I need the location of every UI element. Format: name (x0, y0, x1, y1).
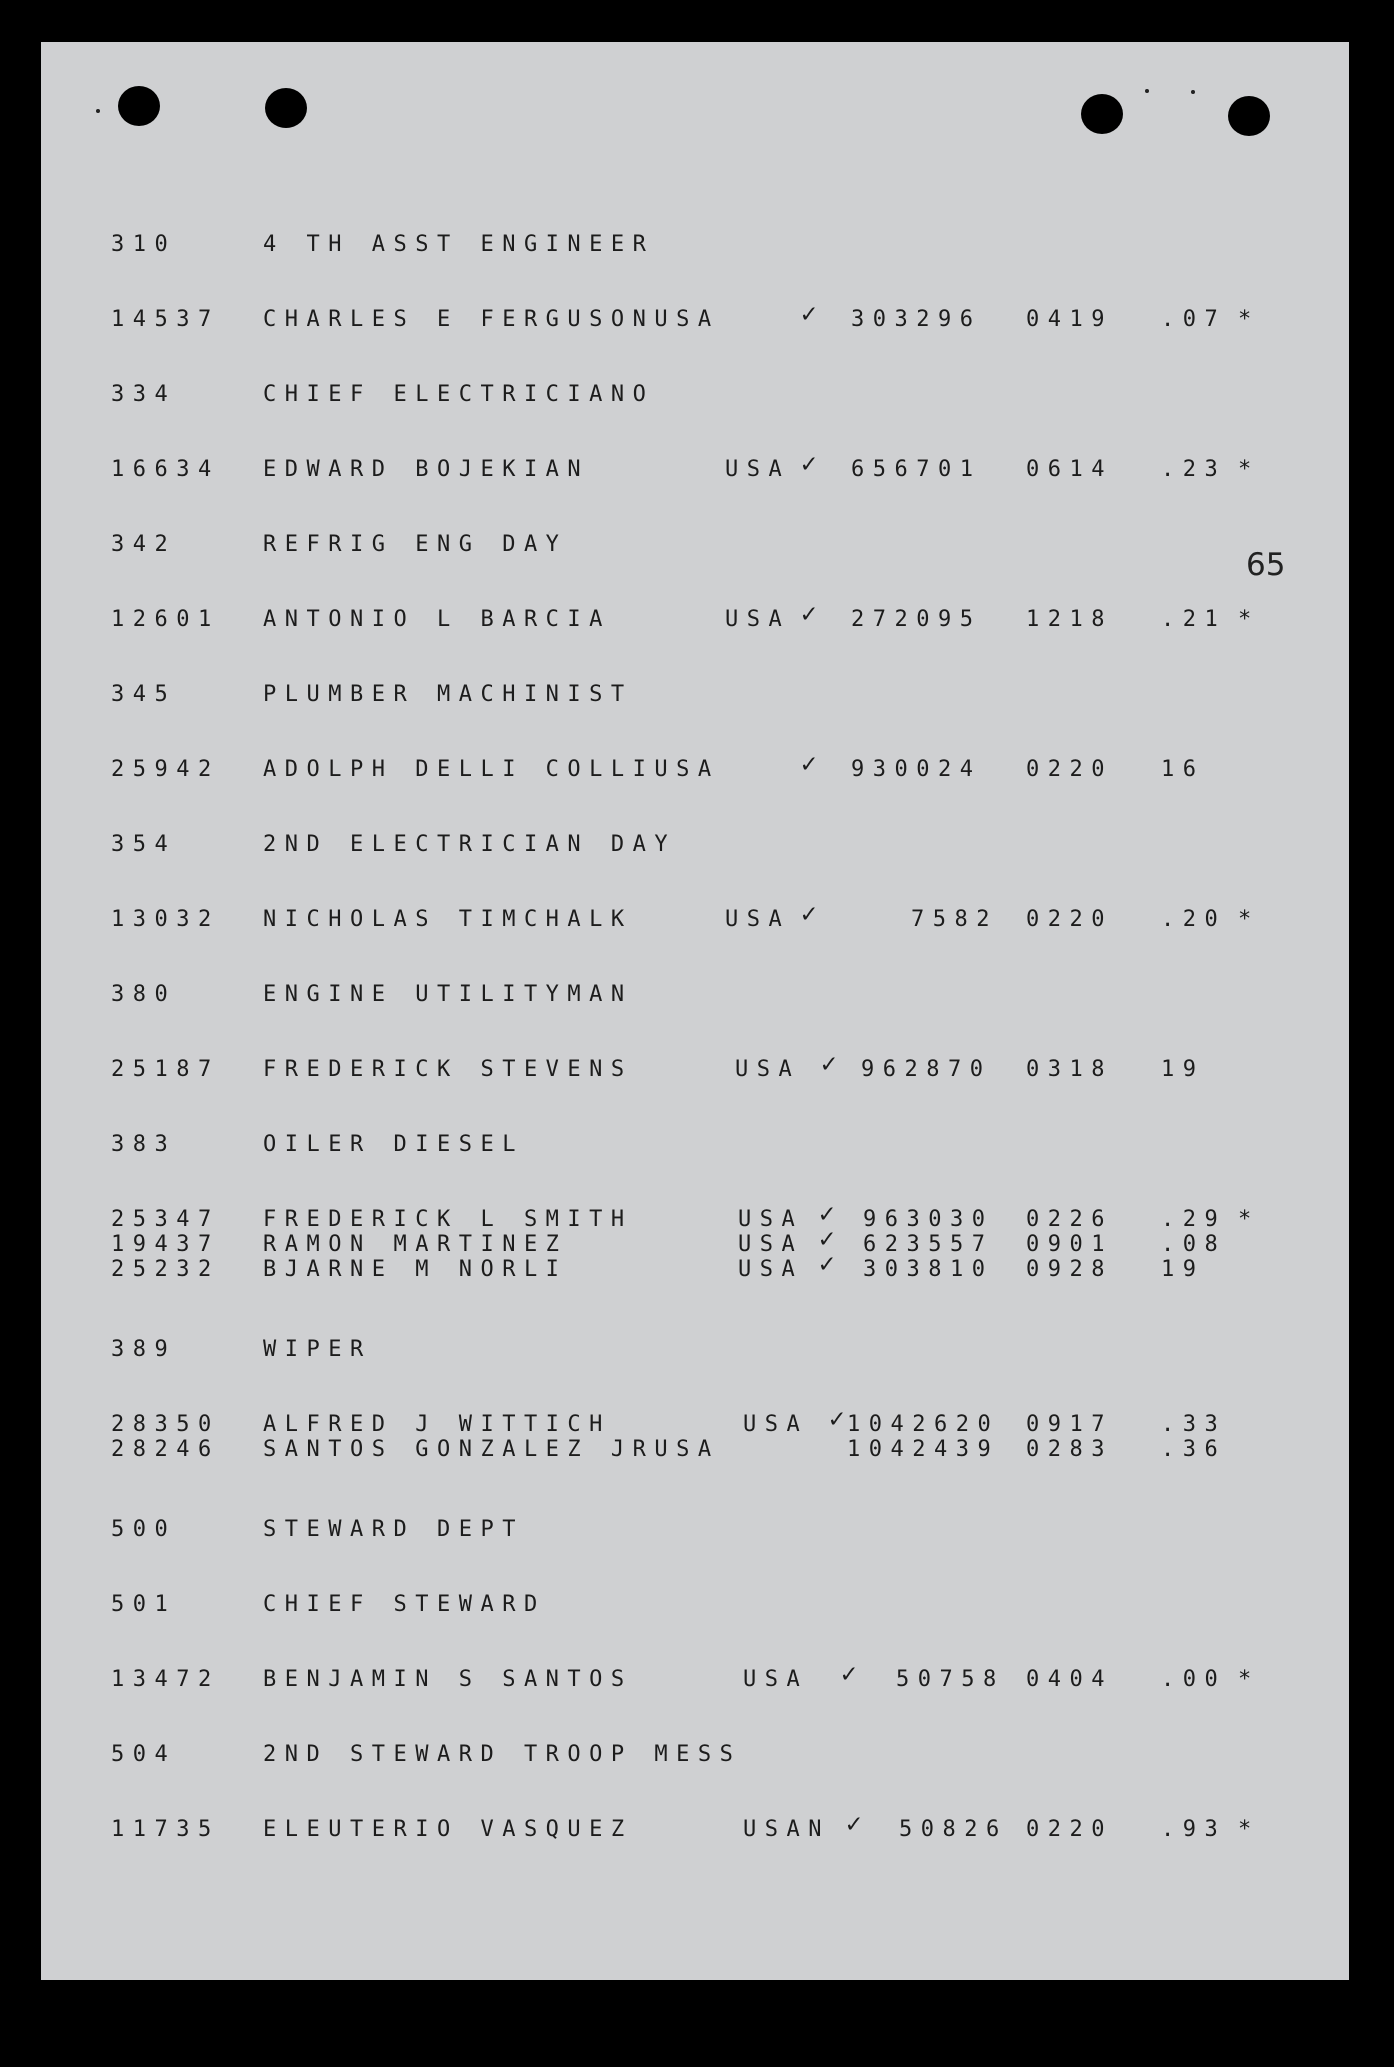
crew-row (41, 1049, 1349, 1091)
crew-value: .00 (1161, 1667, 1227, 1692)
crew-date: 0917 (1026, 1412, 1113, 1437)
asterisk-mark: * (1238, 1667, 1260, 1692)
job-code: 334 (111, 382, 177, 407)
section-title-line (41, 682, 1349, 716)
crew-date: 0226 (1026, 1207, 1113, 1232)
crew-id: 28350 (111, 1412, 220, 1437)
crew-value: .07 (1161, 307, 1227, 332)
check-mark: ✓ (801, 299, 817, 329)
crew-number: 930024 (851, 757, 982, 782)
job-code: 501 (111, 1592, 177, 1617)
crew-number: 962870 (861, 1057, 992, 1082)
crew-name: BENJAMIN S SANTOS (263, 1667, 633, 1692)
crew-name: RAMON MARTINEZ (263, 1232, 568, 1257)
document-page (41, 42, 1349, 1980)
crew-nationality: USA (725, 907, 791, 932)
crew-number: 303810 (863, 1257, 994, 1282)
crew-nationality: USA (738, 1232, 804, 1257)
section-title-line (41, 1132, 1349, 1166)
crew-date: 0318 (1026, 1057, 1113, 1082)
crew-value: .23 (1161, 457, 1227, 482)
speck (1191, 90, 1195, 94)
crew-row (41, 1809, 1349, 1851)
crew-value: .20 (1161, 907, 1227, 932)
crew-row (41, 599, 1349, 641)
crew-nationality: USA (725, 457, 791, 482)
crew-row (41, 1249, 1349, 1291)
crew-number: 963030 (863, 1207, 994, 1232)
crew-name: FREDERICK STEVENS (263, 1057, 633, 1082)
crew-name: ELEUTERIO VASQUEZ (263, 1817, 633, 1842)
crew-id: 11735 (111, 1817, 220, 1842)
crew-id: 19437 (111, 1232, 220, 1257)
crew-value: .36 (1161, 1437, 1227, 1462)
section-title-line (41, 232, 1349, 266)
check-mark: ✓ (819, 1249, 835, 1279)
punch-hole (265, 88, 307, 128)
crew-nationality: USA (725, 607, 791, 632)
crew-nationality: USA (738, 1207, 804, 1232)
crew-id: 25942 (111, 757, 220, 782)
crew-number: 50826 (899, 1817, 1008, 1842)
check-mark: ✓ (819, 1199, 835, 1229)
crew-nationality: USA (738, 1257, 804, 1282)
crew-row (41, 1659, 1349, 1701)
crew-number: 272095 (851, 607, 982, 632)
crew-date: 0283 (1026, 1437, 1113, 1462)
crew-id: 28246 (111, 1437, 220, 1462)
check-mark: ✓ (801, 749, 817, 779)
job-title: WIPER (263, 1337, 372, 1362)
section-title-line (41, 1592, 1349, 1626)
check-mark: ✓ (846, 1809, 862, 1839)
asterisk-mark: * (1238, 1817, 1260, 1842)
crew-date: 0220 (1026, 907, 1113, 932)
crew-nationality: USA (743, 1667, 809, 1692)
crew-id: 25232 (111, 1257, 220, 1282)
job-title: 4 TH ASST ENGINEER (263, 232, 655, 257)
asterisk-mark: * (1238, 607, 1260, 632)
crew-name: CHARLES E FERGUSONUSA (263, 307, 720, 332)
job-code: 310 (111, 232, 177, 257)
crew-date: 0404 (1026, 1667, 1113, 1692)
crew-id: 13472 (111, 1667, 220, 1692)
job-title: PLUMBER MACHINIST (263, 682, 633, 707)
crew-id: 14537 (111, 307, 220, 332)
section-title-line (41, 982, 1349, 1016)
crew-row (41, 899, 1349, 941)
crew-nationality: USA (735, 1057, 801, 1082)
asterisk-mark: * (1238, 457, 1260, 482)
punch-hole (118, 86, 160, 126)
crew-row (41, 299, 1349, 341)
asterisk-mark: * (1238, 1207, 1260, 1232)
crew-number: 1042439 (847, 1437, 1000, 1462)
crew-row (41, 449, 1349, 491)
job-title: 2ND ELECTRICIAN DAY (263, 832, 677, 857)
job-code: 500 (111, 1517, 177, 1542)
crew-number: 303296 (851, 307, 982, 332)
crew-number: 7582 (911, 907, 998, 932)
section-title-line (41, 1742, 1349, 1776)
check-mark: ✓ (821, 1049, 837, 1079)
crew-nationality: USA (743, 1412, 809, 1437)
page-number: 65 (1246, 547, 1286, 583)
crew-row (41, 749, 1349, 791)
job-code: 383 (111, 1132, 177, 1157)
crew-value: 19 (1161, 1057, 1205, 1082)
section-title-line (41, 382, 1349, 416)
crew-date: 1218 (1026, 607, 1113, 632)
crew-value: 19 (1161, 1257, 1205, 1282)
job-title: REFRIG ENG DAY (263, 532, 568, 557)
job-code: 354 (111, 832, 177, 857)
crew-id: 25187 (111, 1057, 220, 1082)
crew-value: .33 (1161, 1412, 1227, 1437)
section-title-line (41, 1517, 1349, 1551)
check-mark: ✓ (801, 449, 817, 479)
crew-value: .08 (1161, 1232, 1227, 1257)
job-title: 2ND STEWARD TROOP MESS (263, 1742, 742, 1767)
crew-name: FREDERICK L SMITH (263, 1207, 633, 1232)
job-title: CHIEF STEWARD (263, 1592, 546, 1617)
job-code: 342 (111, 532, 177, 557)
crew-number: 623557 (863, 1232, 994, 1257)
crew-date: 0614 (1026, 457, 1113, 482)
crew-name: ANTONIO L BARCIA (263, 607, 611, 632)
job-code: 380 (111, 982, 177, 1007)
crew-number: 50758 (896, 1667, 1005, 1692)
crew-name: ALFRED J WITTICH (263, 1412, 611, 1437)
crew-date: 0901 (1026, 1232, 1113, 1257)
job-title: ENGINE UTILITYMAN (263, 982, 633, 1007)
job-code: 504 (111, 1742, 177, 1767)
job-code: 345 (111, 682, 177, 707)
crew-name: NICHOLAS TIMCHALK (263, 907, 633, 932)
job-code: 389 (111, 1337, 177, 1362)
section-title-line (41, 532, 1349, 566)
crew-name: BJARNE M NORLI (263, 1257, 568, 1282)
asterisk-mark: * (1238, 907, 1260, 932)
punch-hole (1081, 94, 1123, 134)
crew-date: 0220 (1026, 757, 1113, 782)
crew-value: .29 (1161, 1207, 1227, 1232)
check-mark: ✓ (801, 599, 817, 629)
crew-date: 0220 (1026, 1817, 1113, 1842)
crew-id: 13032 (111, 907, 220, 932)
check-mark: ✓ (841, 1659, 857, 1689)
crew-id: 25347 (111, 1207, 220, 1232)
crew-number: 1042620 (847, 1412, 1000, 1437)
crew-date: 0928 (1026, 1257, 1113, 1282)
crew-number: 656701 (851, 457, 982, 482)
check-mark: ✓ (819, 1224, 835, 1254)
job-title: OILER DIESEL (263, 1132, 524, 1157)
check-mark: ✓ (801, 899, 817, 929)
section-title-line (41, 832, 1349, 866)
crew-value: .21 (1161, 607, 1227, 632)
crew-name: EDWARD BOJEKIAN (263, 457, 590, 482)
crew-value: .93 (1161, 1817, 1227, 1842)
crew-id: 16634 (111, 457, 220, 482)
crew-name: ADOLPH DELLI COLLIUSA (263, 757, 720, 782)
crew-name: SANTOS GONZALEZ JRUSA (263, 1437, 720, 1462)
check-mark: ✓ (829, 1404, 845, 1434)
section-title-line (41, 1337, 1349, 1371)
crew-value: 16 (1161, 757, 1205, 782)
job-title: CHIEF ELECTRICIANO (263, 382, 655, 407)
crew-id: 12601 (111, 607, 220, 632)
asterisk-mark: * (1238, 307, 1260, 332)
job-title: STEWARD DEPT (263, 1517, 524, 1542)
crew-nationality: USAN (743, 1817, 830, 1842)
crew-row (41, 1437, 1349, 1471)
punch-hole (1228, 96, 1270, 136)
speck (96, 109, 100, 113)
crew-date: 0419 (1026, 307, 1113, 332)
speck (1145, 89, 1149, 93)
